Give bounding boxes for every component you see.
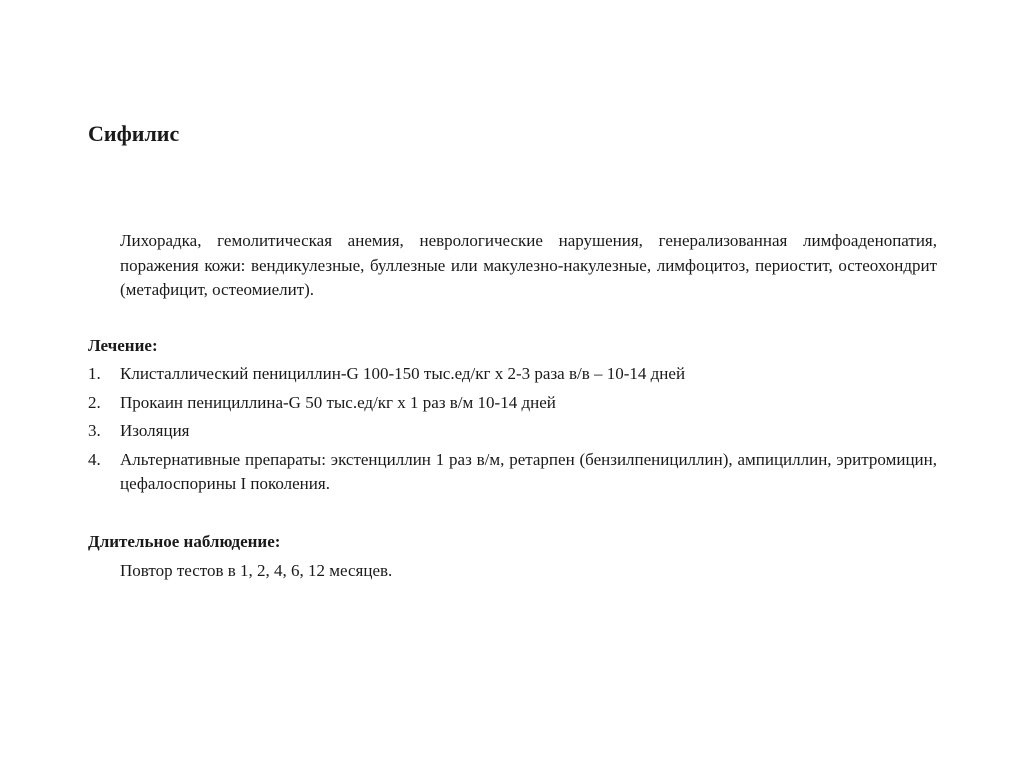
list-item-text: Клисталлический пенициллин-G 100-150 тыс.ед/кг х 2-3 раза в/в – 10-14 дней [120,364,686,383]
followup-text: Повтор тестов в 1, 2, 4, 6, 12 месяцев. [120,561,393,580]
treatment-heading: Лечение: [88,336,158,355]
list-item [88,391,937,416]
list-item [88,362,937,387]
followup-heading: Длительное наблюдение: [88,532,281,551]
list-item-text: Изоляция [120,421,190,440]
list-item-number: 1. [88,364,101,383]
list-item-number: 4. [88,449,101,469]
list-item [88,419,937,444]
list-item-text: Альтернативные препараты: экстенциллин 1 раз в/м, ретарпен (бензилпенициллин), ампициллин, эритромицин, цефалоспорины I поколения. [120,449,937,493]
page-title: Сифилис [88,121,180,146]
list-item [88,448,937,497]
list-item-number: 3. [88,421,101,440]
symptoms-paragraph: Лихорадка, гемолитическая анемия, неврологические нарушения, генерализованная лимфоаденопатия, поражения кожи: вендикулезные, буллезные или макулезно-накулезные, лимфоцитоз, периостит, остеохондрит (метафицит, остеомиелит). [120,231,937,299]
list-item-text: Прокаин пенициллина-G 50 тыс.ед/кг х 1 раз в/м 10-14 дней [120,392,556,412]
treatment-list [88,362,937,501]
list-item-number: 2. [88,392,101,412]
